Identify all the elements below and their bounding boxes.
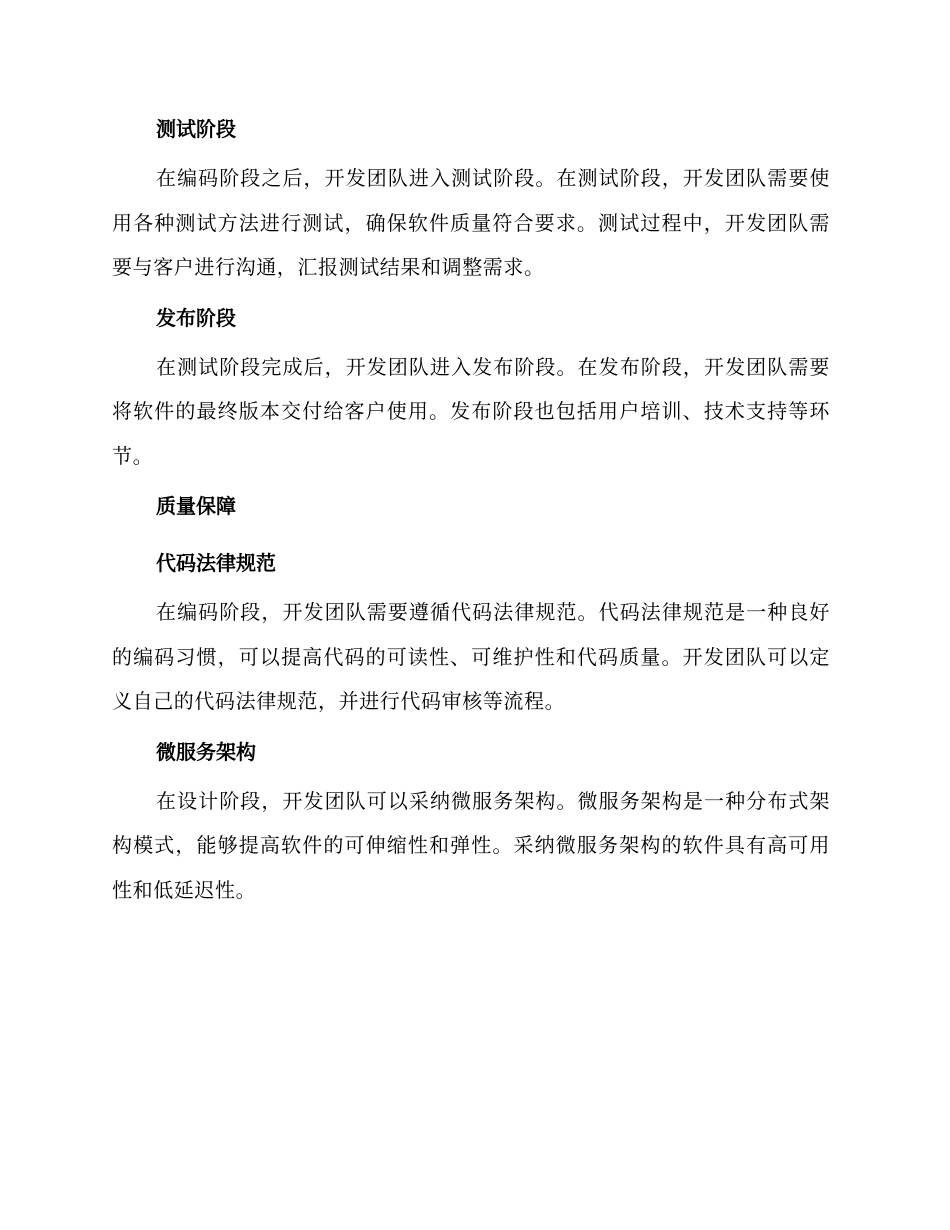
section-paragraph-testing: 在编码阶段之后，开发团队进入测试阶段。在测试阶段，开发团队需要使用各种测试方法进行测试，确保软件质量符合要求。测试过程中，开发团队需要与客户进行沟通，汇报测试结果和调整需求。 — [112, 166, 830, 279]
section-heading-code-standards: 代码法律规范 — [156, 551, 276, 575]
section-heading-microservices: 微服务架构 — [156, 739, 256, 764]
section-heading-testing: 测试阶段 — [156, 117, 236, 141]
section-paragraph-release: 在测试阶段完成后，开发团队进入发布阶段。在发布阶段，开发团队需要将软件的最终版本交付给客户使用。发布阶段也包括用户培训、技术支持等环节。 — [112, 354, 830, 468]
section-paragraph-code-standards: 在编码阶段，开发团队需要遵循代码法律规范。代码法律规范是一种良好的编码习惯，可以提高代码的可读性、可维护性和代码质量。开发团队可以定义自己的代码法律规范，并进行代码审核等流程。 — [112, 600, 830, 713]
section-heading-release: 发布阶段 — [156, 305, 236, 330]
section-paragraph-microservices: 在设计阶段，开发团队可以采纳微服务架构。微服务架构是一种分布式架构模式，能够提高软件的可伸缩性和弹性。采纳微服务架构的软件具有高可用性和低延迟性。 — [112, 788, 830, 902]
section-heading-quality: 质量保障 — [156, 494, 236, 518]
